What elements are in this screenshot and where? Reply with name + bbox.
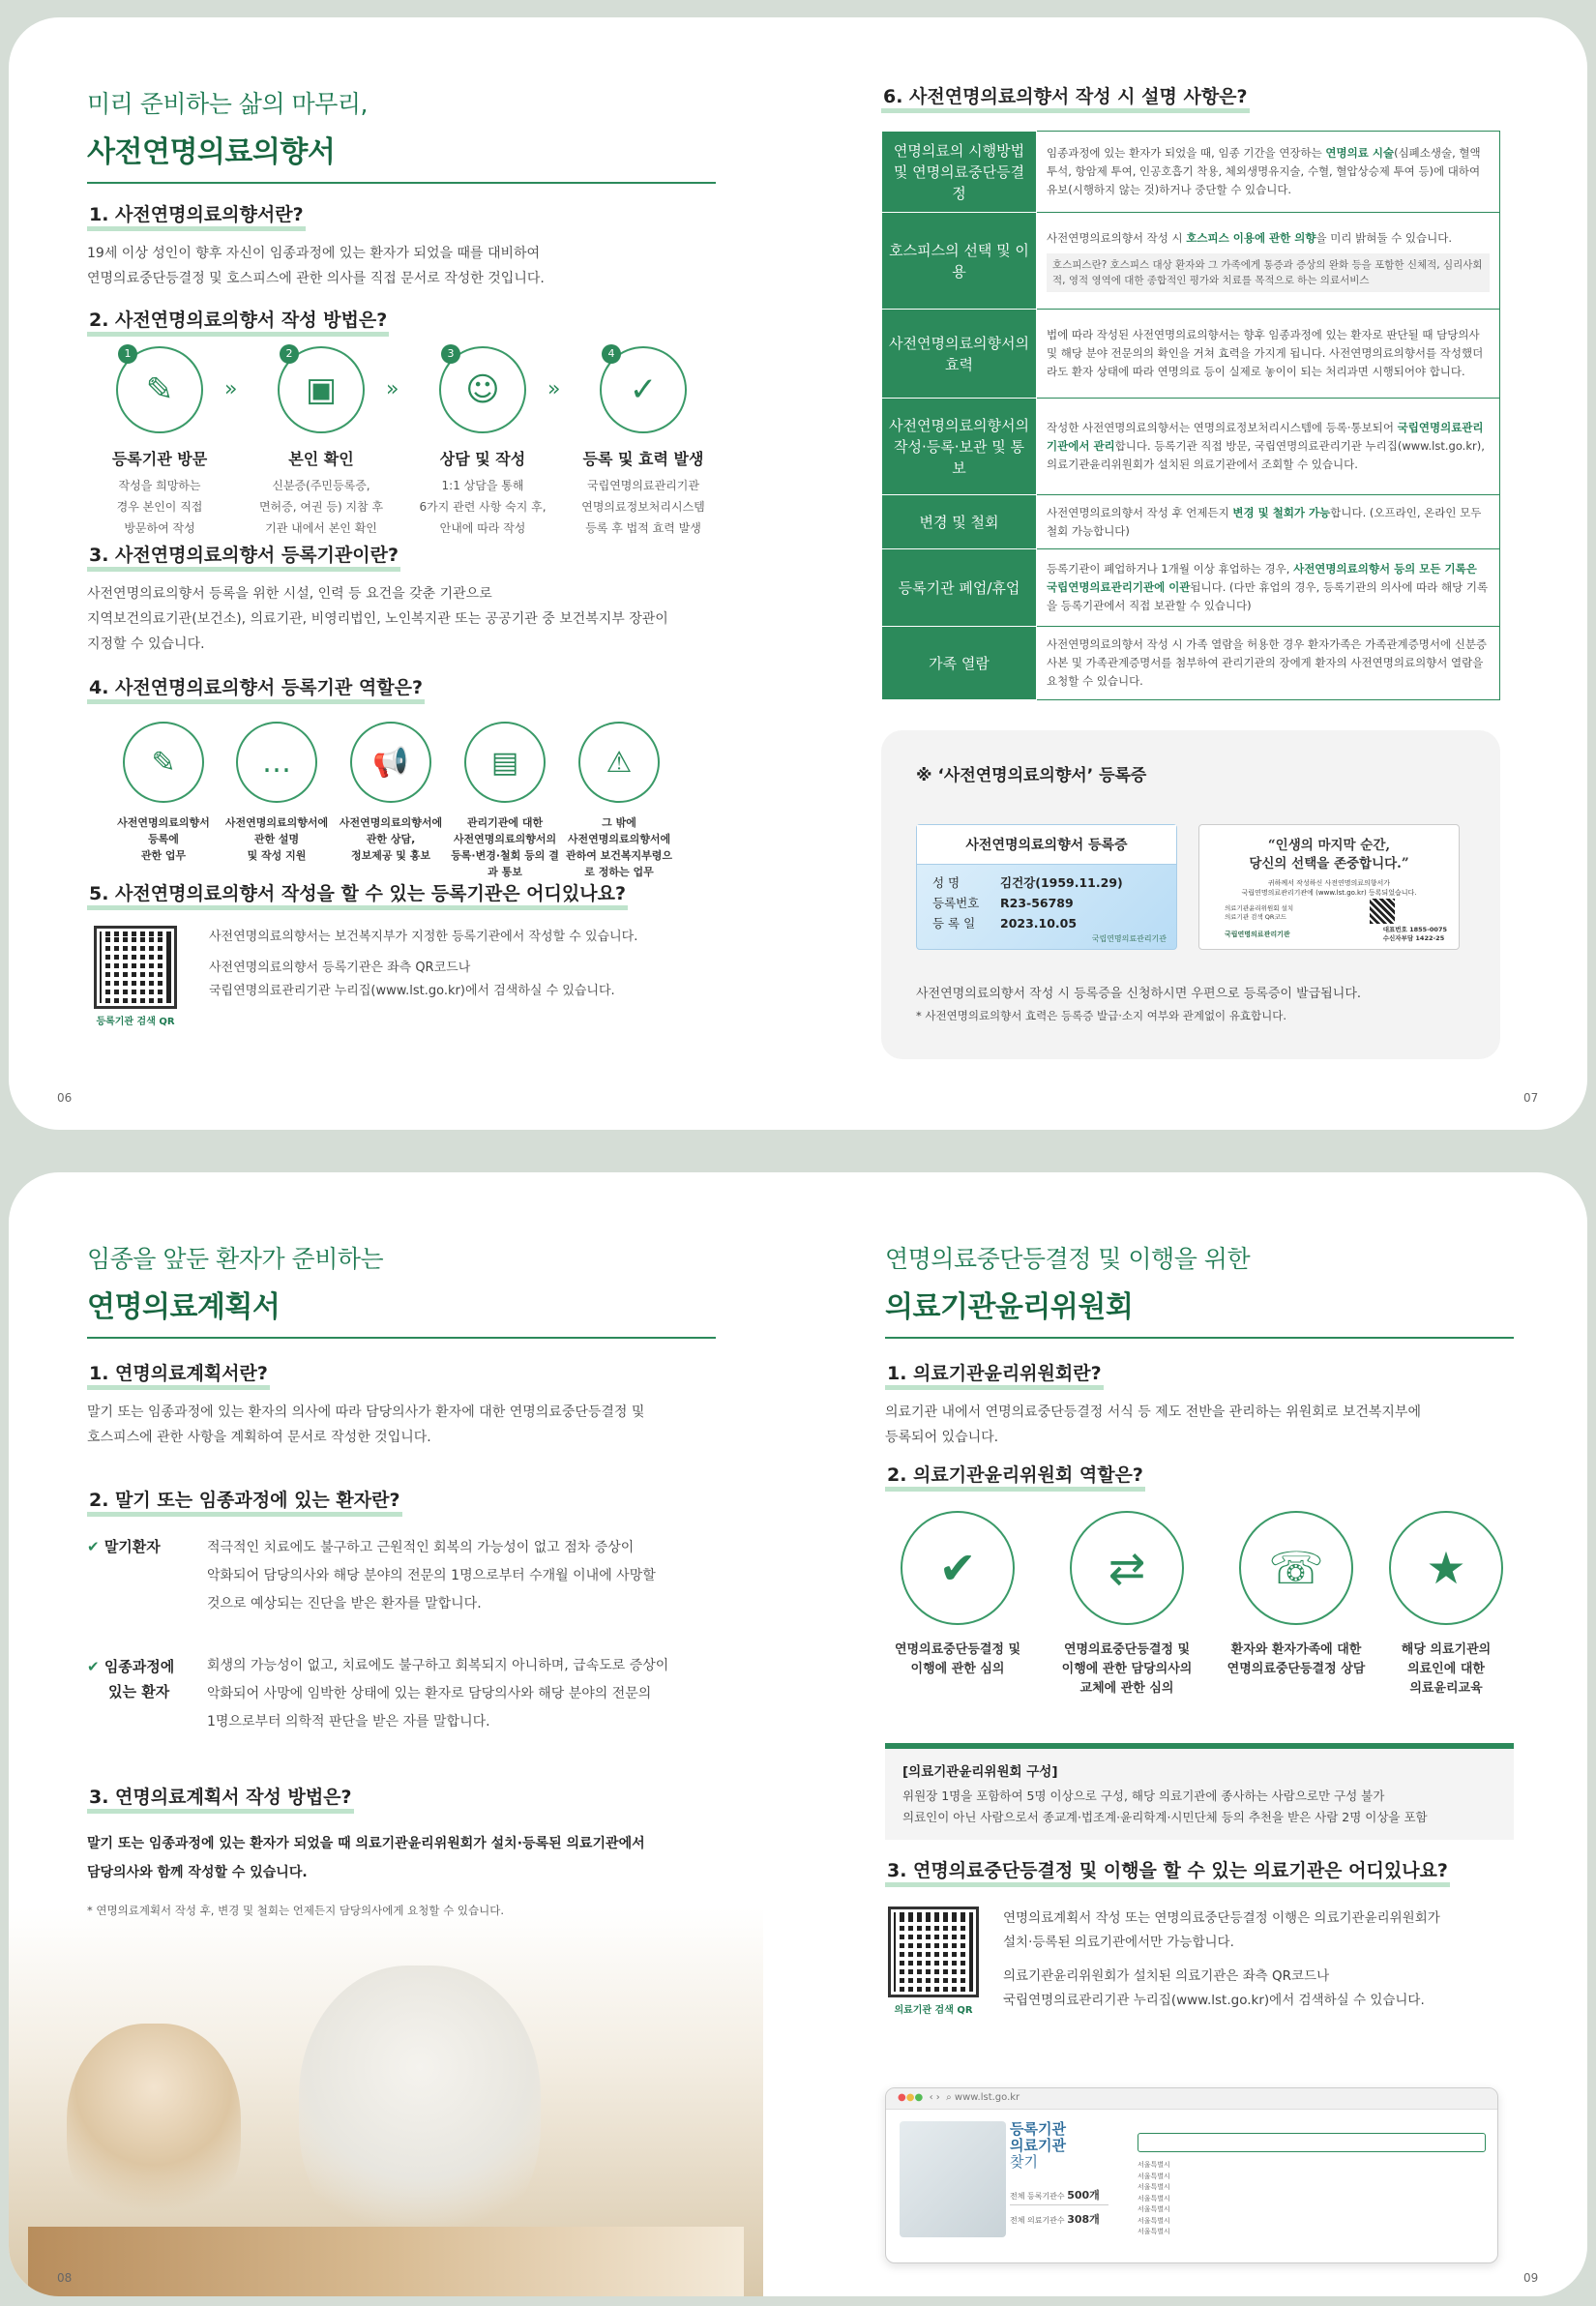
step-desc: [249, 475, 394, 539]
field-value: 김건강(1959.11.29): [1000, 875, 1123, 890]
text-line: 면허증, 여권 등) 지참 후: [258, 500, 384, 514]
text-line: 있는 환자: [108, 1683, 170, 1700]
registration-card-back: [1198, 824, 1460, 950]
note: * 연명의료계획서 작성 후, 변경 및 철회는 언제든지 담당의사에게 요청할 수 있습니다.: [87, 1904, 504, 1917]
qr-caption: 등록기관 검색 QR: [96, 1017, 175, 1027]
text-line: 그 밖에: [602, 816, 636, 829]
step-title: 등록기관 방문: [111, 450, 208, 468]
text-line: 사전연명의료의향서 등록을 위한 시설, 인력 등 요건을 갖춘 기관으로: [87, 586, 492, 602]
row-label: 호스피스의 선택 및 이용: [882, 213, 1037, 310]
browser-address-bar: [886, 2088, 1497, 2110]
row-text: [1037, 399, 1500, 495]
text-line: 경우 본인이 직접: [116, 500, 203, 514]
text-line: 이행에 관한 담당의사의: [1061, 1662, 1193, 1676]
term-key: [87, 1654, 174, 1704]
row-label: 사전연명의료의향서의 작성·등록·보관 및 통보: [882, 399, 1037, 495]
section-heading: 6. 사전연명의료의향서 작성 시 설명 사항은?: [881, 85, 1250, 113]
desk: [28, 2227, 744, 2296]
window-dot-icon: ●: [898, 2092, 906, 2103]
section-heading: 3. 연명의료중단등결정 및 이행을 할 수 있는 의료기관은 어디있나요?: [885, 1859, 1450, 1887]
card-qr-text: [1225, 904, 1293, 922]
text-line: 연명의료정보처리시스템: [581, 500, 705, 514]
qr-block: [87, 926, 716, 1042]
step-number: 3: [441, 344, 460, 364]
text-line: 의료윤리교육: [1409, 1681, 1483, 1696]
text-line: 국립연명의료관리기관: [587, 479, 699, 492]
step-desc: [571, 475, 716, 539]
section-heading: 5. 사전연명의료의향서 작성을 할 수 있는 등록기관은 어디있나요?: [87, 882, 628, 910]
text-part: (심폐소생술, 혈액 투석, 항암제 투여, 인공호흡기 착용, 체외생명유지술, 수혈, 혈압상승제 투여 등)에 대하여 유보(시행하지 않는 것)하거나 중단할 수 있습니다.: [1047, 146, 1481, 196]
text-line: 지정할 수 있습니다.: [87, 636, 205, 652]
table-row: [882, 213, 1500, 310]
highlight: 호스피스 이용에 관한 의향: [1186, 231, 1316, 245]
text-line: 찾기: [1010, 2153, 1038, 2171]
text-line: 악화되어 담당의사와 해당 분야의 전문의 1명으로부터 수개월 이내에 사망할: [207, 1568, 656, 1583]
count-label: 전체 의료기관수: [1010, 2216, 1065, 2225]
text-line: 의료인에 대한: [1407, 1662, 1485, 1676]
explain-table: [881, 131, 1500, 700]
registration-card-front: [916, 824, 1177, 950]
term-desc: [207, 1534, 656, 1618]
section-heading: 1. 의료기관윤리위원회란?: [885, 1362, 1104, 1390]
spread-bottom: [9, 1172, 1587, 2296]
spread-top: [9, 17, 1587, 1130]
text-line: 신분증(주민등록증,: [272, 479, 370, 492]
qr-code-icon[interactable]: [888, 1907, 979, 1997]
row-text: [1037, 495, 1500, 549]
text-line: 대표번호 1855-0075: [1382, 926, 1447, 933]
step-register: [571, 346, 716, 539]
roles: [87, 722, 716, 876]
warning-icon: ⚠: [578, 722, 660, 803]
highlight: 연명의료 시술: [1325, 146, 1395, 160]
page-number: 09: [1523, 2271, 1539, 2285]
card-heading: ※ ‘사전연명의료의향서’ 등록증: [916, 766, 1147, 785]
section-heading: 2. 말기 또는 임종과정에 있는 환자란?: [87, 1489, 402, 1517]
section-heading: 2. 사전연명의료의향서 작성 방법은?: [87, 309, 389, 337]
role-item: [106, 722, 221, 864]
row-label: 등록기관 폐업/휴업: [882, 549, 1037, 627]
step-desc: [87, 475, 232, 539]
text-line: 사전연명의료의향서 작성 시 등록증을 신청하시면 우편으로 등록증이 발급됩니다.: [916, 987, 1362, 1001]
text-line: 관한 상담,: [366, 833, 416, 845]
paragraph: [885, 1400, 1514, 1450]
text-line: 설치·등록된 의료기관에서만 가능합니다.: [1003, 1935, 1234, 1950]
icon-glyph: ✓: [629, 370, 658, 409]
table-row[interactable]: 서울특별시: [1138, 2205, 1170, 2213]
qr-text: [1003, 1907, 1440, 2013]
card-org: 국립연명의료관리기관: [1091, 934, 1167, 943]
step-number: 1: [118, 344, 137, 364]
text-line: 사전연명의료의향서에: [339, 816, 443, 829]
card-tel: [1383, 926, 1447, 943]
section-heading: 2. 의료기관윤리위원회 역할은?: [885, 1463, 1145, 1492]
text-line: 안내에 따라 작성: [439, 521, 526, 535]
term-desc: [207, 1652, 668, 1736]
page-title: 연명의료계획서: [87, 1290, 281, 1324]
table-row[interactable]: 서울특별시: [1138, 2183, 1170, 2191]
text-line: 등록·변경·철회 등의 결과 통보: [451, 849, 559, 878]
composition-box: [885, 1749, 1514, 1840]
kicker: 미리 준비하는 삶의 마무리,: [87, 90, 368, 118]
consult-icon: ☏: [1239, 1511, 1353, 1625]
page-title: 의료기관윤리위원회: [885, 1290, 1134, 1324]
table-row[interactable]: 서울특별시: [1138, 2172, 1170, 2180]
url-text: www.lst.go.kr: [954, 2092, 1020, 2103]
section-heading: 1. 사전연명의료의향서란?: [87, 203, 306, 231]
page-number: 06: [57, 1091, 73, 1105]
text-line: 의료기관 내에서 연명의료중단등결정 서식 등 제도 전반을 관리하는 위원회로 보건복지부에: [885, 1404, 1421, 1420]
field-key: 성 명: [932, 875, 961, 890]
row-label: 사전연명의료의향서의 효력: [882, 310, 1037, 399]
text-line: 사전연명의료의향서의: [453, 833, 557, 845]
text-line: 회생의 가능성이 없고, 치료에도 불구하고 회복되지 아니하며, 급속도로 증상이: [207, 1658, 669, 1673]
table-row[interactable]: 서울특별시: [1138, 2194, 1170, 2203]
count-label: 전체 등록기관수: [1010, 2192, 1065, 2201]
role-label: [1045, 1641, 1209, 1699]
text-line: 당신의 선택을 존중합니다.”: [1249, 856, 1409, 872]
text-part: 사전연명의료의향서 작성 시: [1047, 231, 1187, 245]
text-line: 의료기관: [1010, 2137, 1066, 2154]
text-line: 19세 이상 성인이 향후 자신이 임종과정에 있는 환자가 되었을 때를 대비하여: [87, 246, 541, 261]
text-line: * 사전연명의료의향서 효력은 등록증 발급·소지 여부와 관계없이 유효합니다.: [916, 1009, 1287, 1022]
text-line: 담당의사와 함께 작성할 수 있습니다.: [87, 1865, 308, 1880]
row-text: [1037, 310, 1500, 399]
text-part: 등록기관이 폐업하거나 1개월 이상 휴업하는 경우,: [1047, 562, 1294, 576]
card-org: 국립연명의료관리기관: [1225, 931, 1290, 938]
text-part: 작성한 사전연명의료의향서는 연명의료정보처리시스템에 등록·통보되어: [1047, 421, 1398, 434]
patient-figure: [67, 2024, 241, 2236]
text-line: 방문하여 작성: [124, 521, 195, 535]
text-line: 연명의료중단등결정 및 호스피스에 관한 의사를 직접 문서로 작성한 것입니다.: [87, 271, 545, 286]
qr-code-icon: [1370, 899, 1395, 924]
teacher-icon: ★: [1389, 1511, 1503, 1625]
committee-roles: [885, 1511, 1514, 1743]
people-talk-icon: [439, 346, 526, 433]
text-line: 관한 설명: [253, 833, 300, 845]
step-number: 2: [280, 344, 299, 364]
qr-caption: 의료기관 검색 QR: [894, 2005, 973, 2016]
section-heading: 4. 사전연명의료의향서 등록기관 역할은?: [87, 676, 425, 704]
text-line: 것으로 예상되는 진단을 받은 환자를 말합니다.: [207, 1596, 482, 1611]
text-line: 등록기관: [1010, 2120, 1066, 2138]
text-part: 임종과정에 있는 환자가 되었을 때, 임종 기간을 연장하는: [1047, 146, 1326, 160]
row-label: 변경 및 철회: [882, 495, 1037, 549]
text-line: 관한 업무: [140, 849, 187, 862]
field-value: R23-56789: [1000, 896, 1074, 910]
table-row: [882, 310, 1500, 399]
qr-text: [209, 926, 637, 1003]
row-label: 연명의료의 시행방법 및 연명의료중단등결정: [882, 132, 1037, 213]
magnifier-photo: [900, 2121, 1006, 2237]
search-input[interactable]: [1138, 2133, 1486, 2152]
text-line: 이행에 관한 심의: [910, 1662, 1005, 1676]
paragraph: [87, 1400, 716, 1450]
chevron-icon: »: [224, 377, 238, 401]
text-line: “인생의 마지막 순간,: [1267, 838, 1391, 853]
table-row: [882, 495, 1500, 549]
text-line: 수신자부담 1422-25: [1382, 934, 1445, 942]
paragraph: [87, 581, 716, 657]
window-dot-icon: ●: [914, 2092, 924, 2103]
role-label: [885, 1641, 1030, 1679]
text-part: 법에 따라 작성된 사전연명의료의향서는 향후 임종과정에 있는 환자로 판단될 때 담당의사 및 해당 분야 전문의의 확인을 거쳐 효력을 가지게 됩니다. 사전연명의료의향서를 작성했더라도 환자 상태에 따라 연명의료 등이 실제로 놓이이 되는 처리과면 시행되어야 합니다.: [1047, 328, 1484, 378]
doctor-figure: [299, 1966, 541, 2256]
role-label: [448, 814, 562, 880]
section-heading: 1. 연명의료계획서란?: [87, 1362, 270, 1390]
text-line: 연명의료중단등결정 및: [1063, 1642, 1191, 1657]
step-title: 등록 및 효력 발생: [582, 450, 704, 468]
cards: [916, 824, 1467, 950]
field-key: 등 록 일: [932, 916, 976, 931]
hospice-note: 호스피스란? 호스피스 대상 환자와 그 가족에게 통증과 증상의 완화 등을 포함한 신체적, 심리사회적, 영적 영역에 대한 종합적인 평가와 치료를 목적으로 하는 의료서비스: [1047, 253, 1490, 292]
role-item: [448, 722, 562, 880]
qr-block: [885, 1907, 1514, 2042]
forward-icon: ›: [935, 2092, 940, 2103]
text-line: 의료기관윤리위원회 설치: [1225, 904, 1294, 912]
table-row: [882, 399, 1500, 495]
highlight: 국립연명의료관리기관에서 관리: [1047, 421, 1484, 453]
result-table: [1138, 2160, 1486, 2238]
role-item: [1214, 1511, 1378, 1679]
text-line: 작성을 희망하는: [118, 479, 201, 492]
text-part: 합니다. (오프라인, 온라인 모두 철회 가능합니다): [1047, 505, 1482, 538]
count-value: 500개: [1067, 2189, 1100, 2202]
back-icon: ‹: [929, 2092, 933, 2103]
role-label: [220, 814, 334, 864]
row-label: 가족 열람: [882, 627, 1037, 700]
card-title: 사전연명의료의향서 등록증: [917, 825, 1176, 865]
text-part: 됩니다. (다만 휴업의 경우, 등록기관의 의사에 따라 해당 기록을 등록기관에서 직접 보관할 수 있습니다): [1047, 580, 1489, 612]
role-label: [106, 814, 221, 864]
check-circle-icon: ✔: [87, 1658, 100, 1675]
role-label: [1214, 1641, 1378, 1679]
page-number: 08: [57, 2271, 73, 2285]
text-line: 등록에: [148, 833, 179, 845]
role-item: [334, 722, 448, 864]
field-value: 2023.10.05: [1000, 916, 1078, 931]
table-row[interactable]: 서울특별시: [1138, 2228, 1170, 2235]
text-line: 6가지 관련 사항 숙지 후,: [419, 500, 547, 514]
paragraph: [87, 241, 716, 291]
text-line: 말기 또는 임종과정에 있는 환자의 의사에 따라 담당의사가 환자에 대한 연명의료중단등결정 및: [87, 1404, 645, 1420]
step-number: 4: [602, 344, 621, 364]
icon-glyph: ✎: [145, 370, 174, 409]
browser-mockup: [885, 2087, 1498, 2263]
highlight: 변경 및 철회가 가능: [1232, 505, 1331, 519]
people-swap-icon: ⇄: [1070, 1511, 1184, 1625]
text-line: 사전연명의료의향서에: [567, 833, 671, 845]
text-line: 의료기관 검색 QR코드: [1225, 913, 1286, 921]
text-line: 등록 후 법적 효력 발생: [585, 521, 701, 535]
card-panel: [881, 730, 1500, 1059]
text-line: 연명의료중단등결정 상담: [1227, 1662, 1366, 1676]
text-line: 악화되어 사망에 임박한 상태에 있는 환자로 담당의사와 해당 분야의 전문의: [207, 1686, 652, 1701]
text-line: 연명의료중단등결정 및: [894, 1642, 1021, 1657]
text-line: 관리기관에 대한: [466, 816, 544, 829]
text-line: 위원장 1명을 포함하여 5명 이상으로 구성, 해당 의료기관에 종사하는 사람으로만 구성 불가: [902, 1789, 1385, 1803]
role-label: [1378, 1641, 1514, 1699]
step-title: 상담 및 작성: [439, 450, 526, 468]
icon-glyph: ☺: [465, 370, 500, 409]
search-icon: ⌕: [946, 2092, 952, 2103]
text-line: 1명으로부터 의학적 판단을 받은 자를 말합니다.: [207, 1714, 490, 1730]
id-card-icon: [278, 346, 365, 433]
document-check-icon: [600, 346, 687, 433]
row-text: [1037, 132, 1500, 213]
page-09: [885, 1240, 1514, 2235]
title-rule: [87, 1337, 716, 1339]
kicker: 연명의료중단등결정 및 이행을 위한: [885, 1245, 1251, 1273]
text-line: 기관 내에서 본인 확인: [265, 521, 377, 535]
section-heading: 3. 사전연명의료의향서 등록기관이란?: [87, 544, 400, 572]
consultation-photo: [9, 1907, 763, 2296]
table-row: [882, 627, 1500, 700]
step-title: 본인 확인: [288, 450, 354, 468]
page-number: 07: [1523, 1091, 1539, 1105]
browser-counts: [1010, 2185, 1108, 2229]
composition-text: [902, 1786, 1496, 1828]
field-key: 등록번호: [932, 896, 980, 910]
qr-wrap[interactable]: [885, 1907, 982, 2016]
tablet-icon: ▤: [464, 722, 546, 803]
text-part: 합니다. 등록기관 직접 방문, 국립연명의료관리기관 누리집(www.lst.go.kr), 의료기관윤리위원회가 설치된 의료기관에서 조회할 수 있습니다.: [1047, 439, 1485, 471]
text-line: 국립연명의료관리기관 누리집(www.lst.go.kr)에서 검색하실 수 있습니다.: [209, 984, 615, 998]
table-row: [882, 132, 1500, 213]
steps: [87, 346, 716, 540]
chevron-icon: »: [386, 377, 399, 401]
page-title: 사전연명의료의향서: [87, 135, 336, 169]
step-id: [249, 346, 394, 539]
qr-wrap[interactable]: [87, 926, 184, 1027]
row-text: [1037, 213, 1500, 310]
role-item: [1378, 1511, 1514, 1699]
role-item: [885, 1511, 1030, 1679]
chevron-icon: »: [547, 377, 561, 401]
icon-glyph: ▣: [305, 370, 338, 409]
search-check-icon: ✔: [901, 1511, 1015, 1625]
speech-bubble-icon: …: [236, 722, 317, 803]
text-line: 사전연명의료의향서: [117, 816, 210, 829]
text-line: 환자와 환자가족에 대한: [1230, 1642, 1362, 1657]
role-item: [1045, 1511, 1209, 1699]
text-line: 국립연명의료관리기관에 (www.lst.go.kr) 등록되었습니다.: [1241, 889, 1417, 897]
step-consult: [410, 346, 555, 539]
text-line: 임종과정에: [103, 1658, 175, 1675]
megaphone-icon: 📢: [350, 722, 431, 803]
highlight: 사전연명의료의향서 등의 모든 기록은 국립연명의료관리기관에 이관: [1047, 562, 1477, 594]
text-line: 국립연명의료관리기관 누리집(www.lst.go.kr)에서 검색하실 수 있습니다.: [1003, 1993, 1425, 2008]
term-terminal: [87, 1534, 716, 1648]
text-line: 사전연명의료의향서는 보건복지부가 지정한 등록기관에서 작성할 수 있습니다.: [209, 930, 638, 944]
page-06: [87, 85, 716, 1042]
text-line: 사전연명의료의향서 등록기관은 좌측 QR코드나: [209, 961, 471, 975]
term-dying: [87, 1652, 716, 1759]
composition-heading: [의료기관윤리위원회 구성]: [902, 1764, 1058, 1780]
text-line: 말기 또는 임종과정에 있는 환자가 되었을 때 의료기관윤리위원회가 설치·등록된 의료기관에서: [87, 1836, 645, 1851]
term-key: [87, 1536, 161, 1556]
text-line: 귀하께서 작성하신 사전연명의료의향서가: [1267, 879, 1391, 887]
text-line: 적극적인 치료에도 불구하고 근원적인 회복의 가능성이 없고 점차 증상이: [207, 1540, 635, 1555]
text-part: 을 미리 밝혀둘 수 있습니다.: [1315, 231, 1452, 245]
card-text: [1199, 878, 1459, 898]
text-line: 및 작성 지원: [247, 849, 307, 862]
browser-title: [1010, 2121, 1066, 2171]
register-icon: ✎: [123, 722, 204, 803]
role-item: [220, 722, 334, 864]
section-heading: 3. 연명의료계획서 작성 방법은?: [87, 1786, 354, 1814]
page-07: [881, 85, 1510, 700]
card-quote: [1199, 837, 1459, 873]
table-row[interactable]: 서울특별시: [1138, 2161, 1170, 2169]
role-label: [334, 814, 448, 864]
table-row: [882, 549, 1500, 627]
step-desc: [410, 475, 555, 539]
text-line: 지역보건의료기관(보건소), 의료기관, 비영리법인, 노인복지관 또는 공공기관 중 보건복지부 장관이: [87, 611, 668, 627]
page-08: [87, 1240, 716, 1918]
count-value: 308개: [1067, 2213, 1100, 2226]
text-line: 1:1 상담을 통해: [441, 479, 524, 492]
pen-icon: [116, 346, 203, 433]
qr-code-icon[interactable]: [94, 926, 177, 1009]
row-text: [1037, 627, 1500, 700]
text-line: 관하여 보건복지부령으로 정하는 업무: [565, 849, 673, 878]
text-line: 교체에 관한 심의: [1079, 1681, 1174, 1696]
text-line: 말기환자: [103, 1538, 161, 1555]
card-notes: [916, 984, 1361, 1026]
step-visit: [87, 346, 232, 539]
check-circle-icon: ✔: [87, 1538, 100, 1555]
title-rule: [885, 1337, 1514, 1339]
role-item: [562, 722, 676, 880]
text-line: 연명의료계획서 작성 또는 연명의료중단등결정 이행은 의료기관윤리위원회가: [1003, 1910, 1440, 1926]
paragraph: [87, 1829, 716, 1887]
text-part: 사전연명의료의향서 작성 후 언제든지: [1047, 505, 1233, 519]
text-line: 해당 의료기관의: [1401, 1642, 1492, 1657]
kicker: 임종을 앞둔 환자가 준비하는: [87, 1245, 384, 1273]
text-line: 정보제공 및 홍보: [350, 849, 431, 862]
text-line: 호스피스에 관한 사항을 계획하여 문서로 작성한 것입니다.: [87, 1430, 431, 1445]
text-line: 사전연명의료의향서에: [224, 816, 329, 829]
row-text: [1037, 549, 1500, 627]
text-line: 등록되어 있습니다.: [885, 1430, 999, 1445]
role-label: [562, 814, 676, 880]
title-rule: [87, 182, 716, 184]
window-dot-icon: ●: [905, 2092, 915, 2103]
table-row[interactable]: 서울특별시: [1138, 2216, 1170, 2225]
card-fields: [917, 865, 1176, 941]
text-line: 의료인이 아닌 사람으로서 종교계·법조계·윤리학계·시민단체 등의 추천을 받은 사람 2명 이상을 포함: [902, 1810, 1428, 1824]
text-line: 의료기관윤리위원회가 설치된 의료기관은 좌측 QR코드나: [1003, 1968, 1330, 1984]
text-part: 사전연명의료의향서 작성 시 가족 열람을 허용한 경우 환자가족은 가족관계증명서에 신분증 사본 및 가족관계증명서를 첨부하여 관리기관의 장에게 환자의 사전연명의료의향서 열람을 요청할 수 있습니다.: [1047, 637, 1488, 688]
